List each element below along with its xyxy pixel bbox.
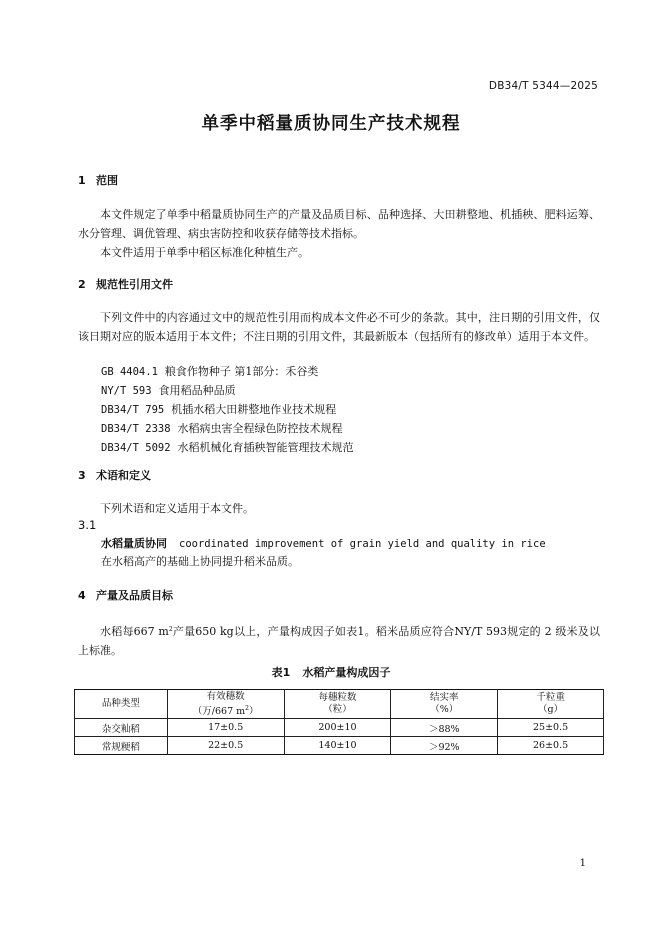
section-2-heading [78,276,173,292]
targets-text-a: 水稻每667 m [100,625,169,638]
table-cell: 140±10 [284,737,391,755]
term-english: coordinated improvement of grain yield and quality in rice [179,538,546,550]
reference-code: GB 4404.1 [101,366,158,378]
header-cell: 每穗粒数 （粒） [284,690,391,719]
table-cell: ＞92% [391,737,498,755]
reference-code: DB34/T 5092 [101,442,171,454]
header-cell: 有效穗数 （万/667 $m^2$） [167,690,284,719]
scope-paragraph-1: 本文件规定了单季中稻量质协同生产的产量及品质目标、品种选择、大田耕整地、机插秧、肥料运筹、水分管理、调优管理、病虫害防控和收获存储等技术指标。 [78,208,600,240]
reference-title: 粮食作物种子 第1部分：禾谷类 [164,365,319,378]
term-entry [101,535,546,551]
standard-number: DB34/T 5344—2025 [488,80,598,92]
reference-item [101,439,354,455]
reference-code: NY/T 593 [101,385,152,397]
yield-components-table [74,689,604,755]
normative-intro: 下列文件中的内容通过文中的规范性引用而构成本文件必不可少的条款。其中，注日期的引用文件，仅该日期对应的版本适用于本文件；不注日期的引用文件，其最新版本（包括所有的修改单）适用于本文件。 [78,311,600,343]
scope-paragraph-2: 本文件适用于单季中稻区标准化种植生产。 [100,246,309,259]
reference-title: 食用稻品种品质 [158,384,236,397]
section-title: 术语和定义 [96,469,151,482]
table-header-row [75,690,604,719]
table-title: 水稻产量构成因子 [302,666,391,679]
table-cell: 200±10 [284,719,391,737]
term-chinese: 水稻量质协同 [101,537,167,550]
reference-item [101,363,318,379]
table-cell: 22±0.5 [167,737,284,755]
table-caption [0,664,662,680]
table-cell: 杂交籼稻 [75,719,168,737]
section-number: 1 [78,174,86,187]
section-3-heading [78,467,151,483]
header-cell: 千粒重 （g） [498,690,604,719]
page-number: 1 [579,858,586,869]
reference-title: 机插水稻大田耕整地作业技术规程 [171,403,337,416]
section-1-heading [78,172,118,188]
targets-paragraph [78,620,600,660]
term-definition: 在水稻高产的基础上协同提升稻米品质。 [101,555,299,568]
table-cell: 25±0.5 [498,719,604,737]
reference-item [101,382,236,398]
table-row [75,737,604,755]
terms-intro: 下列术语和定义适用于本文件。 [100,502,254,515]
reference-code: DB34/T 2338 [101,423,171,435]
reference-title: 水稻机械化育插秧智能管理技术规范 [177,441,354,454]
targets-text-b: 产量650 kg以上，产量构成因子如表1。稻米品质应符合NY/T 593规定的 2 级米及以上标准。 [78,625,600,657]
term-number: 3.1 [78,518,97,532]
section-4-heading [78,587,173,603]
section-title: 规范性引用文件 [96,278,173,291]
reference-item [101,420,343,436]
table-cell: 26±0.5 [498,737,604,755]
table-number: 表1 [271,666,291,679]
reference-title: 水稻病虫害全程绿色防控技术规程 [177,422,343,435]
header-cell: 品种类型 [75,690,168,719]
table-row [75,719,604,737]
table-cell: 常规粳稻 [75,737,168,755]
header-cell: 结实率 （%） [391,690,498,719]
section-number: 4 [78,589,86,602]
section-title: 产量及品质目标 [96,589,173,602]
section-number: 2 [78,278,86,291]
reference-item [101,401,336,417]
table-cell: 17±0.5 [167,719,284,737]
superscript: 2 [168,626,173,633]
reference-code: DB34/T 795 [101,404,165,416]
section-title: 范围 [96,174,118,187]
document-title: 单季中稻量质协同生产技术规程 [201,114,461,134]
section-number: 3 [78,469,86,482]
table-cell: ＞88% [391,719,498,737]
